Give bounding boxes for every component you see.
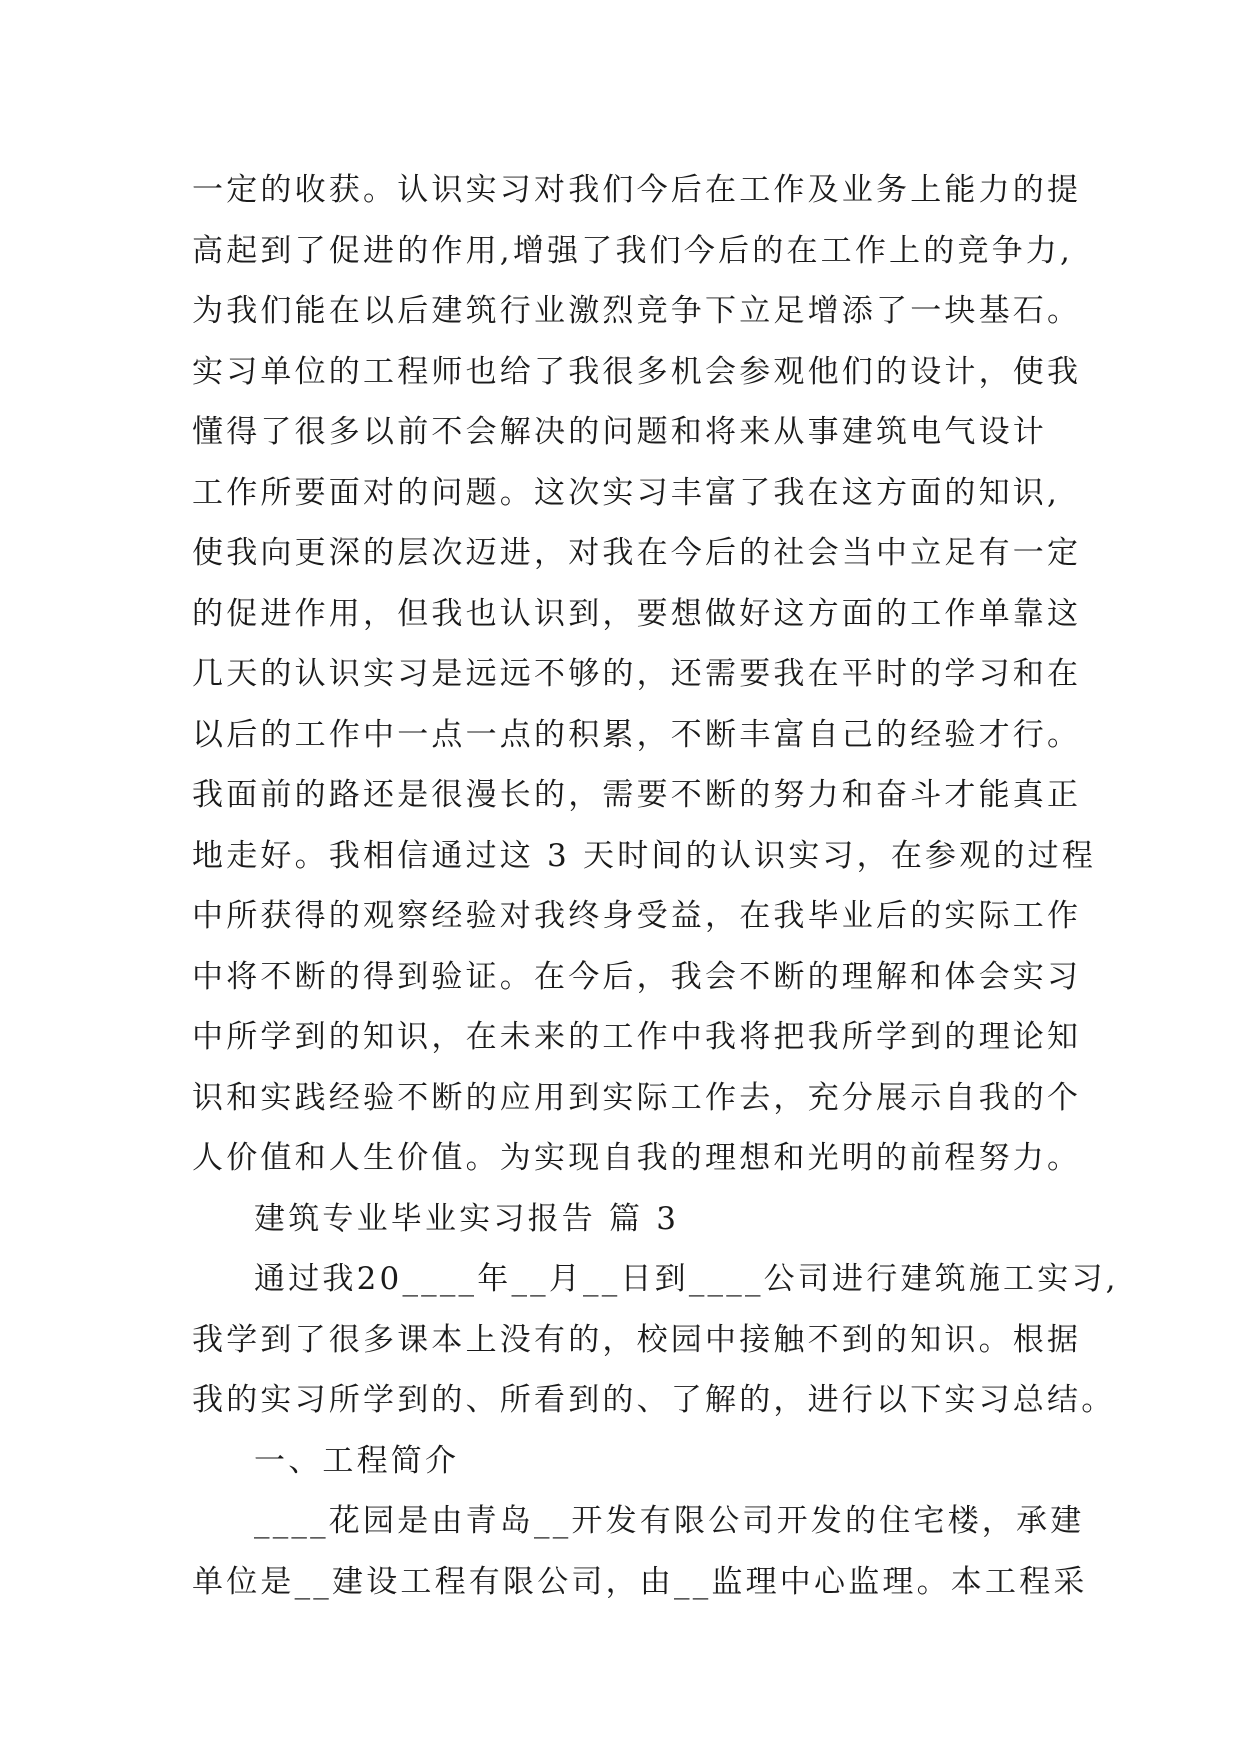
text-line: 为我们能在以后建筑行业激烈竞争下立足增添了一块基石。 — [192, 293, 1082, 329]
text-line: 使我向更深的层次迈进，对我在今后的社会当中立足有一定 — [192, 535, 1082, 571]
text-line: 我学到了很多课本上没有的，校园中接触不到的知识。根据 — [192, 1321, 1082, 1358]
text-line: 实习单位的工程师也给了我很多机会参观他们的设计，使我 — [192, 353, 1082, 390]
text-line: 以后的工作中一点一点的积累，不断丰富自己的经验才行。 — [192, 716, 1082, 753]
text-line: 我面前的路还是很漫长的，需要不断的努力和奋斗才能真正 — [192, 777, 1082, 813]
text-line: 我的实习所学到的、所看到的、了解的，进行以下实习总结。 — [192, 1382, 1116, 1418]
text-line: 一定的收获。认识实习对我们今后在工作及业务上能力的提 — [192, 172, 1082, 208]
text-line: 的促进作用，但我也认识到，要想做好这方面的工作单靠这 — [192, 595, 1082, 632]
text-line: 中所学到的知识，在未来的工作中我将把我所学到的理论知 — [192, 1019, 1082, 1055]
text-line: 一、工程简介 — [254, 1442, 460, 1479]
text-line: 高起到了促进的作用,增强了我们今后的在工作上的竞争力, — [192, 232, 1074, 269]
text-line: 中将不断的得到验证。在今后，我会不断的理解和体会实习 — [192, 958, 1082, 995]
text-line: 懂得了很多以前不会解决的问题和将来从事建筑电气设计 — [192, 414, 1047, 450]
text-line: 工作所要面对的问题。这次实习丰富了我在这方面的知识, — [192, 474, 1061, 511]
text-line: 建筑专业毕业实习报告 篇 3 — [254, 1200, 680, 1237]
text-line: 中所获得的观察经验对我终身受益，在我毕业后的实际工作 — [192, 898, 1082, 934]
text-line: 几天的认识实习是远远不够的，还需要我在平时的学习和在 — [192, 656, 1082, 692]
text-line: 人价值和人生价值。为实现自我的理想和光明的前程努力。 — [192, 1140, 1082, 1176]
text-line: 通过我20____年__月__日到____公司进行建筑施工实习, — [254, 1261, 1119, 1297]
text-line: 识和实践经验不断的应用到实际工作去，充分展示自我的个 — [192, 1079, 1082, 1116]
text-line: 地走好。我相信通过这 3 天时间的认识实习，在参观的过程 — [192, 837, 1097, 874]
document-body — [192, 160, 1119, 1612]
text-line: ____花园是由青岛__开发有限公司开发的住宅楼，承建 — [254, 1503, 1085, 1539]
text-line: 单位是__建设工程有限公司，由__监理中心监理。本工程采 — [192, 1563, 1088, 1600]
